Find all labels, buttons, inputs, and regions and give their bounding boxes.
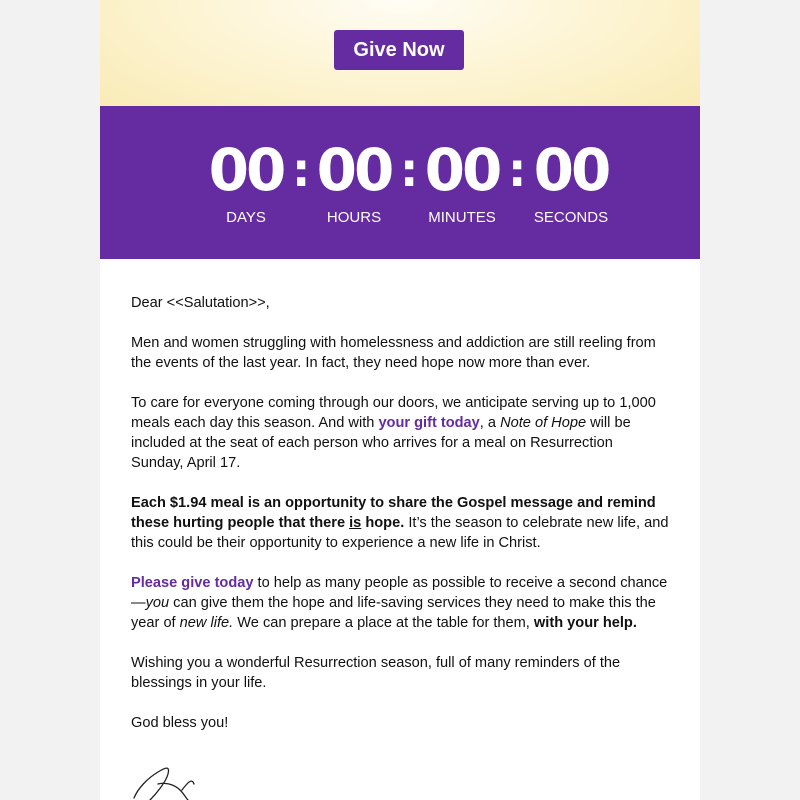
- countdown-hours-label: HOURS: [326, 209, 382, 226]
- p4-text-b: can give them the hope and life-saving services they need to make this the year of: [131, 595, 656, 631]
- please-give-today-link[interactable]: Please give today: [131, 575, 254, 591]
- p3-rest-text: It’s the season to celebrate new life, and this could be their opportunity to experience a new life in Christ.: [131, 515, 669, 551]
- letter-paragraph-5: Wishing you a wonderful Resurrection season, full of many reminders of the blessings in your life.: [131, 655, 621, 691]
- your-gift-today-link[interactable]: your gift today: [378, 415, 480, 431]
- letter-closing: God bless you!: [131, 715, 229, 731]
- countdown-separator: :: [292, 143, 311, 197]
- countdown-minutes-label: MINUTES: [428, 209, 496, 226]
- p2-text-a: To care for everyone coming through our doors, we anticipate serving up to 1,000 meals each day this season. And with: [131, 395, 656, 431]
- countdown-days-label: DAYS: [226, 209, 266, 226]
- p3-bold-a: Each $1.94 meal is an opportunity to share the Gospel message and remind these hurting people that there: [131, 495, 656, 531]
- countdown-hours-value: 00: [316, 136, 392, 204]
- countdown-hours: [306, 136, 402, 227]
- p3-bold-b: hope.: [361, 515, 405, 531]
- letter-paragraph-1: Men and women struggling with homelessness and addiction are still reeling from the events of the last year. In fact, they need hope now more than ever.: [131, 335, 656, 371]
- countdown-timer: [100, 106, 700, 259]
- countdown-minutes: [414, 136, 510, 227]
- p4-bold-text: with your help.: [533, 615, 637, 631]
- p2-text-b: , a: [479, 415, 501, 431]
- p4-text-c: We can prepare a place at the table for them,: [233, 615, 534, 631]
- letter-paragraph-3: [131, 493, 669, 553]
- hero-banner: [100, 0, 700, 106]
- p4-text-a: to help as many people as possible to receive a second chance—: [131, 575, 668, 611]
- countdown-separator: :: [508, 143, 527, 197]
- letter-body: [100, 259, 700, 733]
- give-now-button[interactable]: Give Now: [334, 30, 464, 70]
- p3-bold-underline: is: [349, 515, 362, 531]
- note-of-hope-text: Note of Hope: [500, 415, 587, 431]
- signature-icon: [128, 760, 218, 800]
- countdown-seconds-label: SECONDS: [533, 209, 609, 226]
- letter-paragraph-2: [131, 393, 669, 473]
- p4-italic-you: you: [145, 595, 170, 611]
- countdown-days-value: 00: [208, 136, 284, 204]
- letter-greeting: Dear <<Salutation>>,: [131, 295, 270, 311]
- countdown-seconds: [523, 136, 619, 227]
- countdown-minutes-value: 00: [424, 136, 500, 204]
- countdown-days: [198, 136, 294, 227]
- countdown-seconds-value: 00: [533, 136, 609, 204]
- letter-paragraph-4: [131, 573, 669, 633]
- email-container: [100, 0, 700, 800]
- countdown-separator: :: [400, 143, 419, 197]
- p2-text-c: will be included at the seat of each person who arrives for a meal on Resurrection Sunday, April 17.: [131, 415, 631, 471]
- p4-italic-new-life: new life.: [179, 615, 234, 631]
